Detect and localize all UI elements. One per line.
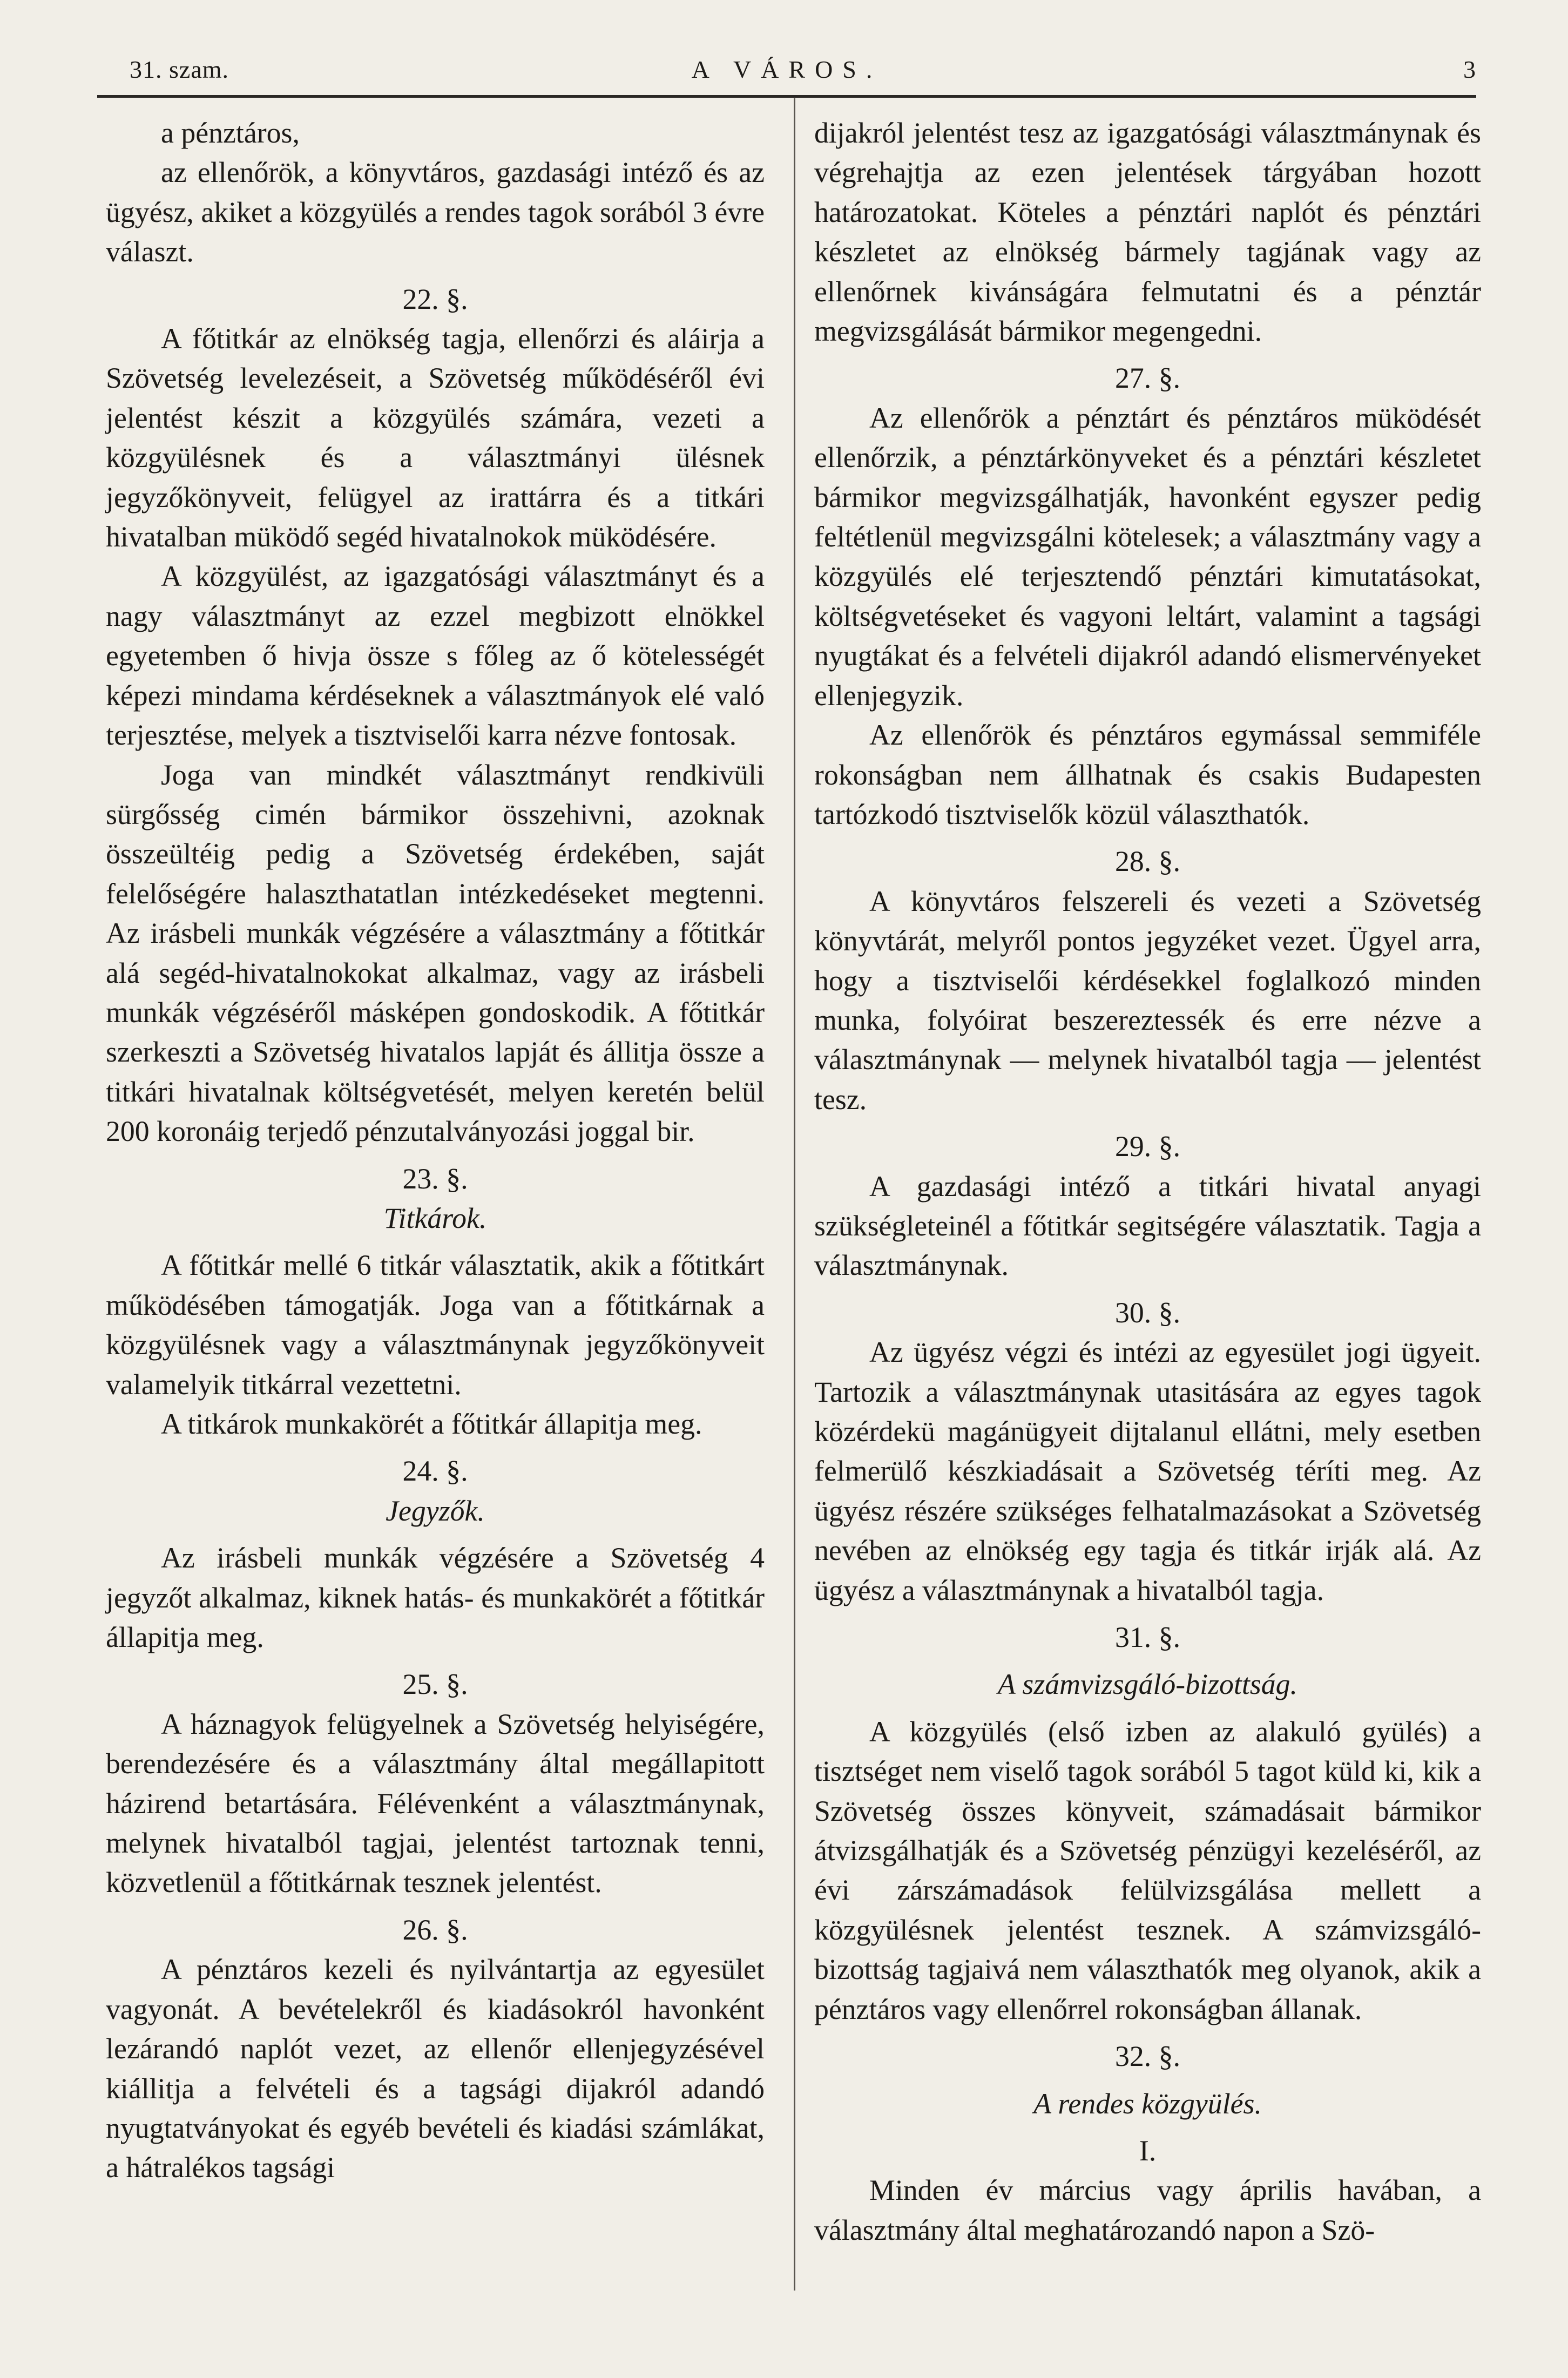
section-32-title: A rendes közgyülés. [1033, 2087, 1262, 2120]
paragraph: A pénztáros kezeli és nyilvántartja az egyesület vagyonát. A bevételekről és kiadásokról havonként lezárandó naplót vezet, az ellenőr ellenjegyzésével kiállitja a felvételi és a tagsági dijakról adandó nyugtatványokat és egyéb bevételi és kiadási számlákat, a hátralékos tagsági [106, 1953, 765, 2184]
paragraph: Az ellenőrök a pénztárt és pénztáros müködését ellenőrzik, a pénztárkönyveket és a pénztári készletet bármikor megvizsgálhatják, havonként egyszer pedig feltétlenül megvizsgálni kötelesek; a választmány vagy a közgyülés elé terjesztendő pénztári kimutatásokat, költségvetéseket és vagyoni leltárt, valamint a tagsági nyugtákat és a felvételi dijakról adandó elismervényeket ellenjegyzik. [814, 401, 1481, 712]
section-31-heading: 31. §. [1114, 1621, 1181, 1654]
paragraph: A közgyülés (első izben az alakuló gyülés) a tisztséget nem viselő tagok sorából 5 tagot küld ki, kik a Szövetség összes könyveit, számadásait bármikor átvizsgálhatják és a Szövetség pénzügyi kezeléséről, az évi zárszámadások felülvizsgálása mellett a közgyülésnek jelentést tesznek. A számvizsgáló-bizottság tagjaivá nem választhatók meg olyanok, akik a pénztáros vagy ellenőrrel rokonságban állanak. [814, 1715, 1481, 2025]
section-22-heading: 22. §. [402, 282, 468, 315]
paragraph: dijakról jelentést tesz az igazgatósági választmánynak és végrehajtja az ezen jelentések tárgyában hozott határozatokat. Köteles a pénztári naplót és pénztári készletet az elnökség bármely tagjának vagy az ellenőrnek kivánságára felmutatni és a pénztár megvizsgálását bármikor megengedni. [814, 117, 1481, 348]
section-30-heading: 30. §. [1114, 1296, 1181, 1329]
page-header [97, 50, 1476, 98]
paragraph: A főtitkár az elnökség tagja, ellenőrzi és aláirja a Szövetség levelezéseit, a Szövetség működéséről évi jelentést készit a közgyülés számára, vezeti a közgyülésnek és a választmányi ülésnek jegyzőkönyveit, felügyel az irattárra és a titkári hivatalban müködő segéd hivatalnokok müködésére. [106, 322, 765, 553]
issue-number: 31. szam. [130, 56, 229, 83]
paragraph: A titkárok munkakörét a főtitkár állapitja meg. [161, 1408, 702, 1440]
paragraph: A gazdasági intéző a titkári hivatal anyagi szükségleteinél a főtitkár segitségére választatik. Tagja a választmánynak. [814, 1170, 1481, 1282]
section-29-heading: 29. §. [1114, 1130, 1181, 1163]
list-item: a pénztáros, [161, 117, 300, 149]
column-divider [794, 98, 795, 2291]
paragraph: Az ügyész végzi és intézi az egyesület jogi ügyeit. Tartozik a választmánynak utasitására az egyes tagok közérdekü magánügyeit dijtalanul ellátni, mely esetben felmerülő készkiadásait a Szövetség téríti meg. Az ügyész részére szükséges felhatalmazásokat a Szövetség nevében az elnökség egy tagja és titkár irják alá. Az ügyész a választmánynak a hivatalból tagja. [814, 1336, 1481, 1606]
section-25-heading: 25. §. [402, 1668, 468, 1701]
paragraph: Joga van mindkét választmányt rendkivüli sürgősség cimén bármikor összehivni, azoknak összeültéig pedig a Szövetség érdekében, saját felelőségére halaszthatatlan intézkedéseket megtenni. Az irásbeli munkák végzésére a választmány a főtitkár alá segéd-hivatalnokokat alkalmaz, vagy az irásbeli munkák végzéséről másképen gondoskodik. A főtitkár szerkeszti a Szövetség hivatalos lapját és állitja össze a titkári hivatalnak költségvetését, melyen keretén belül 200 koronáig terjedő pénzutalványozási joggal bir. [106, 758, 765, 1148]
section-26-heading: 26. §. [402, 1913, 468, 1946]
section-32-subheading: I. [1139, 2134, 1157, 2167]
section-28-heading: 28. §. [1114, 845, 1181, 878]
section-31-title: A számvizsgáló-bizottság. [998, 1668, 1297, 1701]
paragraph: Az irásbeli munkák végzésére a Szövetség 4 jegyzőt alkalmaz, kiknek hatás- és munkakörét a főtitkár állapitja meg. [106, 1542, 765, 1654]
left-column [106, 113, 765, 2188]
header-rule [97, 95, 1476, 98]
journal-title: A VÁROS. [691, 56, 882, 83]
paragraph: Minden év március vagy április havában, a választmány által meghatározandó napon a Szö- [814, 2174, 1481, 2246]
paragraph: A főtitkár mellé 6 titkár választatik, akik a főtitkárt működésében támogatják. Joga van a főtitkárnak a közgyülésnek vagy a választmánynak jegyzőkönyveit valamelyik titkárral vezettetni. [106, 1249, 765, 1401]
section-23-heading: 23. §. [402, 1162, 468, 1195]
section-24-heading: 24. §. [402, 1455, 468, 1488]
section-24-title: Jegyzők. [386, 1494, 485, 1527]
section-23-title: Titkárok. [383, 1201, 487, 1234]
right-column [814, 113, 1481, 2250]
paragraph: A könyvtáros felszereli és vezeti a Szövetség könyvtárát, melyről pontos jegyzéket vezet. Ügyel arra, hogy a tisztviselői kérdésekkel foglalkozó minden munka, folyóirat beszereztessék és erre nézve a választmánynak — melynek hivatalból tagja — jelentést tesz. [814, 884, 1481, 1116]
section-27-heading: 27. §. [1114, 362, 1181, 395]
paragraph: A háznagyok felügyelnek a Szövetség helyiségére, berendezésére és a választmány által megállapitott házirend betartására. Félévenként a választmánynak, melynek hivatalból tagjai, jelentést tartoznak tenni, közvetlenül a főtitkárnak tesznek jelentést. [106, 1707, 765, 1899]
paragraph: A közgyülést, az igazgatósági választmányt és a nagy választmányt az ezzel megbizott elnökkel egyetemben ő hivja össze s főleg az ő kötelességét képezi mindama kérdéseknek a választmányok elé való terjesztése, melyek a tisztviselői karra nézve fontosak. [106, 560, 765, 752]
page-number: 3 [1463, 56, 1476, 83]
section-32-heading: 32. §. [1114, 2040, 1181, 2073]
paragraph: Az ellenőrök és pénztáros egymással semmiféle rokonságban nem állhatnak és csakis Budapesten tartózkodó tisztviselők közül választhatók. [814, 719, 1481, 830]
list-item: az ellenőrök, a könyvtáros, gazdasági intéző és az ügyész, akiket a közgyülés a rendes tagok sorából 3 évre választ. [106, 156, 765, 268]
